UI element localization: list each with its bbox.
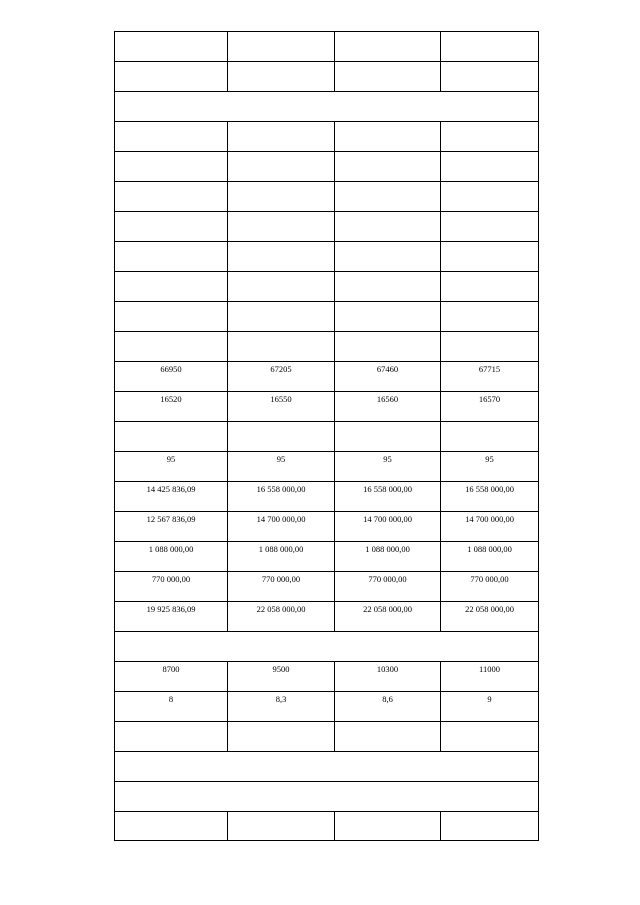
table-cell [441, 692, 539, 722]
table-cell [335, 32, 441, 62]
table-cell [228, 392, 335, 422]
table-row [115, 722, 539, 752]
table-cell [228, 302, 335, 332]
table-cell [335, 422, 441, 452]
table-cell [441, 32, 539, 62]
table-cell [115, 212, 228, 242]
cell-value: 8,3 [275, 694, 287, 704]
table-cell [228, 452, 335, 482]
cell-value [228, 242, 334, 244]
cell-value [441, 212, 538, 214]
table-row [115, 272, 539, 302]
cell-value [115, 302, 227, 304]
table-row [115, 242, 539, 272]
table-cell [335, 692, 441, 722]
table-cell [441, 122, 539, 152]
cell-value [335, 422, 440, 424]
table-cell [228, 812, 335, 841]
table-row [115, 752, 539, 782]
table-row [115, 332, 539, 362]
table-cell [115, 302, 228, 332]
table-cell [115, 812, 228, 841]
cell-value [441, 812, 538, 814]
cell-value [441, 722, 538, 724]
cell-value [441, 32, 538, 34]
cell-value [115, 242, 227, 244]
table-cell [115, 452, 228, 482]
table-cell [441, 302, 539, 332]
cell-value [115, 782, 538, 784]
table-cell [441, 182, 539, 212]
merged-cell [115, 782, 539, 812]
cell-value [228, 722, 334, 724]
cell-value: 22 058 000,00 [256, 604, 306, 614]
table-cell [335, 812, 441, 841]
table-row [115, 182, 539, 212]
table-cell [228, 122, 335, 152]
merged-cell [115, 752, 539, 782]
cell-value [335, 332, 440, 334]
table-cell [228, 602, 335, 632]
table-cell [228, 362, 335, 392]
cell-value: 11000 [479, 664, 500, 674]
table-row [115, 392, 539, 422]
table-cell [441, 662, 539, 692]
cell-value [335, 152, 440, 154]
cell-value [115, 422, 227, 424]
table-cell [335, 572, 441, 602]
cell-value [115, 752, 538, 754]
cell-value [115, 212, 227, 214]
cell-value [115, 182, 227, 184]
table-cell [441, 542, 539, 572]
table-cell [441, 812, 539, 841]
table-cell [335, 272, 441, 302]
cell-value: 770 000,00 [151, 574, 191, 584]
table-cell [335, 392, 441, 422]
table-row [115, 92, 539, 122]
cell-value [335, 812, 440, 814]
table-cell [115, 32, 228, 62]
cell-value [441, 122, 538, 124]
table-cell [228, 332, 335, 362]
data-table [114, 31, 539, 841]
cell-value: 9 [487, 694, 492, 704]
cell-value [115, 122, 227, 124]
cell-value [228, 302, 334, 304]
table-cell [228, 152, 335, 182]
cell-value [115, 272, 227, 274]
cell-value: 16 558 000,00 [465, 484, 514, 494]
cell-value [335, 182, 440, 184]
cell-value [115, 32, 227, 34]
table-cell [335, 242, 441, 272]
table-cell [115, 362, 228, 392]
cell-value [115, 62, 227, 64]
table-cell [115, 332, 228, 362]
table-row [115, 422, 539, 452]
cell-value: 16550 [270, 394, 292, 404]
cell-value [335, 32, 440, 34]
cell-value: 67715 [478, 364, 501, 374]
table-row [115, 512, 539, 542]
table-row [115, 122, 539, 152]
table-cell [115, 152, 228, 182]
cell-value: 67205 [270, 364, 292, 374]
cell-value [228, 272, 334, 274]
table-cell [335, 332, 441, 362]
cell-value: 95 [276, 454, 286, 464]
cell-value [228, 62, 334, 64]
cell-value: 95 [166, 454, 176, 464]
table-row [115, 152, 539, 182]
table-cell [335, 662, 441, 692]
cell-value: 770 000,00 [470, 574, 509, 584]
table-cell [441, 602, 539, 632]
table-row [115, 482, 539, 512]
table-body [115, 32, 539, 841]
merged-cell [115, 92, 539, 122]
cell-value [441, 422, 538, 424]
cell-value: 16560 [376, 394, 399, 404]
table-cell [335, 362, 441, 392]
cell-value: 16 558 000,00 [256, 484, 306, 494]
table-row [115, 542, 539, 572]
cell-value: 1 088 000,00 [148, 544, 194, 554]
table-cell [228, 692, 335, 722]
table-cell [115, 182, 228, 212]
cell-value: 16570 [478, 394, 501, 404]
table-cell [228, 722, 335, 752]
cell-value: 1 088 000,00 [258, 544, 304, 554]
table-cell [228, 242, 335, 272]
table-cell [115, 482, 228, 512]
table-cell [335, 482, 441, 512]
table-cell [115, 602, 228, 632]
cell-value [228, 332, 334, 334]
table-cell [335, 62, 441, 92]
table-cell [115, 392, 228, 422]
table-cell [228, 422, 335, 452]
cell-value [441, 272, 538, 274]
cell-value [335, 62, 440, 64]
table-row [115, 452, 539, 482]
table-cell [228, 662, 335, 692]
cell-value [115, 332, 227, 334]
table-row [115, 302, 539, 332]
table-cell [115, 422, 228, 452]
table-cell [335, 212, 441, 242]
cell-value: 22 058 000,00 [363, 604, 412, 614]
cell-value [335, 242, 440, 244]
cell-value [335, 302, 440, 304]
table-cell [115, 62, 228, 92]
table-cell [115, 692, 228, 722]
cell-value [441, 182, 538, 184]
table-cell [335, 302, 441, 332]
table-cell [441, 572, 539, 602]
cell-value: 770 000,00 [368, 574, 407, 584]
table-row [115, 32, 539, 62]
table-cell [228, 212, 335, 242]
table-cell [441, 332, 539, 362]
cell-value: 8,6 [382, 694, 393, 704]
cell-value: 8700 [162, 664, 180, 674]
cell-value [335, 212, 440, 214]
cell-value [441, 302, 538, 304]
cell-value [228, 32, 334, 34]
table-cell [441, 512, 539, 542]
table-cell [115, 242, 228, 272]
cell-value: 9500 [272, 664, 290, 674]
table-row [115, 212, 539, 242]
cell-value: 16520 [160, 394, 182, 404]
table-cell [115, 722, 228, 752]
table-row [115, 662, 539, 692]
table-cell [441, 422, 539, 452]
table-cell [335, 122, 441, 152]
table-cell [228, 482, 335, 512]
cell-value: 770 000,00 [261, 574, 301, 584]
table-cell [441, 152, 539, 182]
table-cell [441, 482, 539, 512]
cell-value: 14 425 836,09 [146, 484, 196, 494]
table-row [115, 362, 539, 392]
table-cell [335, 182, 441, 212]
table-cell [441, 242, 539, 272]
cell-value [228, 152, 334, 154]
table-cell [228, 572, 335, 602]
cell-value [441, 62, 538, 64]
table-cell [228, 542, 335, 572]
table-cell [115, 122, 228, 152]
table-row [115, 62, 539, 92]
table-cell [115, 272, 228, 302]
table-row [115, 572, 539, 602]
table-cell [335, 452, 441, 482]
cell-value [335, 722, 440, 724]
table-cell [115, 572, 228, 602]
table-cell [335, 722, 441, 752]
table-cell [228, 182, 335, 212]
table-cell [115, 662, 228, 692]
cell-value [228, 122, 334, 124]
cell-value [441, 242, 538, 244]
table-cell [335, 512, 441, 542]
table-cell [441, 722, 539, 752]
table-cell [441, 392, 539, 422]
cell-value [228, 422, 334, 424]
cell-value [115, 632, 538, 634]
table-cell [228, 32, 335, 62]
cell-value: 12 567 836,09 [146, 514, 196, 524]
cell-value [335, 122, 440, 124]
cell-value: 1 088 000,00 [467, 544, 512, 554]
cell-value [115, 722, 227, 724]
cell-value [115, 92, 538, 94]
cell-value [228, 812, 334, 814]
table-cell [441, 272, 539, 302]
cell-value: 95 [485, 454, 494, 464]
cell-value: 22 058 000,00 [465, 604, 514, 614]
cell-value: 10300 [376, 664, 399, 674]
cell-value: 19 925 836,09 [146, 604, 196, 614]
cell-value: 16 558 000,00 [363, 484, 412, 494]
cell-value [441, 152, 538, 154]
cell-value [115, 812, 227, 814]
cell-value: 1 088 000,00 [365, 544, 410, 554]
table-cell [441, 452, 539, 482]
table-cell [441, 362, 539, 392]
merged-cell [115, 632, 539, 662]
table-row [115, 782, 539, 812]
table-cell [441, 62, 539, 92]
table-cell [228, 62, 335, 92]
cell-value: 8 [168, 694, 174, 704]
table-cell [335, 602, 441, 632]
table-row [115, 602, 539, 632]
cell-value: 14 700 000,00 [363, 514, 412, 524]
cell-value [441, 332, 538, 334]
table-row [115, 632, 539, 662]
cell-value [335, 272, 440, 274]
cell-value: 66950 [160, 364, 182, 374]
table-cell [441, 212, 539, 242]
table-row [115, 692, 539, 722]
cell-value [228, 182, 334, 184]
table-cell [228, 272, 335, 302]
table-cell [335, 542, 441, 572]
table-row [115, 812, 539, 841]
table-cell [335, 152, 441, 182]
cell-value: 14 700 000,00 [256, 514, 306, 524]
cell-value: 95 [383, 454, 392, 464]
cell-value: 67460 [376, 364, 399, 374]
cell-value [115, 152, 227, 154]
table-cell [115, 512, 228, 542]
table-cell [115, 542, 228, 572]
cell-value: 14 700 000,00 [465, 514, 514, 524]
table-cell [228, 512, 335, 542]
cell-value [228, 212, 334, 214]
